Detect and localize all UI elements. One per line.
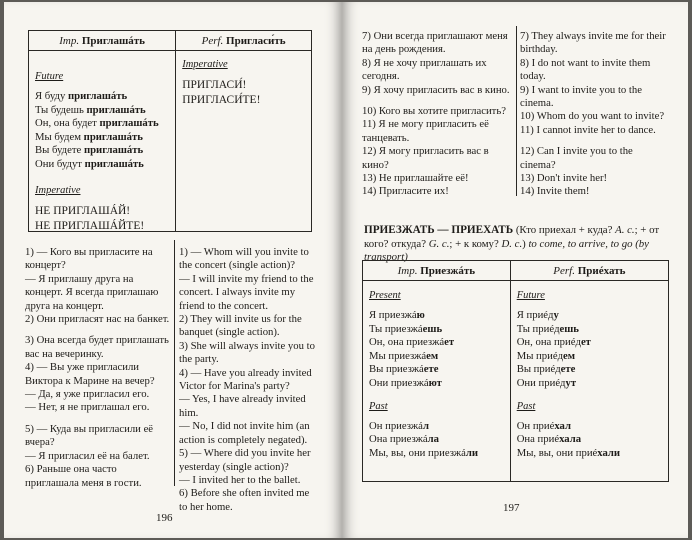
stem: Мы, вы, они приезжá xyxy=(369,446,466,459)
past-forms xyxy=(369,420,504,461)
aspect-label: Imp. xyxy=(397,265,418,277)
perfective-header xyxy=(511,261,668,281)
conjugation-line xyxy=(517,447,662,461)
example-line: 11) I cannot invite her to dance. xyxy=(520,123,656,136)
example-line: — No, I did not invite him (an action is completely negated). xyxy=(179,420,310,446)
russian-examples xyxy=(362,30,512,199)
ending: у xyxy=(553,309,559,321)
example-line: 9) Я хочу пригласить вас в кино. xyxy=(362,83,510,96)
future-forms xyxy=(517,309,662,391)
stem: Я буду xyxy=(35,90,68,102)
russian-examples xyxy=(25,246,170,490)
imperative-forms xyxy=(182,78,305,108)
conjugation-line xyxy=(517,323,662,337)
english-translations xyxy=(179,246,320,514)
conjugation-line xyxy=(35,104,169,118)
right-page xyxy=(342,2,688,538)
stem: Они приезжá xyxy=(369,376,429,389)
example-line: 12) Я могу пригласить вас в кино? xyxy=(362,145,489,171)
example-line: — I invited her to the ballet. xyxy=(179,473,301,486)
ending: ете xyxy=(560,363,576,376)
ending: ут xyxy=(565,376,577,389)
stem: Я приезжá xyxy=(369,309,417,321)
stem: Мы приезжá xyxy=(369,349,427,362)
verb-infinitive: Приглашáть xyxy=(81,35,145,47)
imperfective-header xyxy=(29,31,175,51)
stem: Они будут xyxy=(35,157,85,170)
stem: Мы приéд xyxy=(516,349,564,362)
present-forms xyxy=(369,309,504,391)
verb-pair-heading xyxy=(364,224,670,265)
conjugation-line xyxy=(517,363,662,377)
ending: ешь xyxy=(559,322,579,335)
case-label: G. c. xyxy=(428,237,450,250)
future-label: Future xyxy=(516,290,545,301)
ending: ем xyxy=(426,349,439,362)
page-number: 196 xyxy=(156,512,173,524)
example-line: — Yes, I have already invited him. xyxy=(179,393,306,419)
stem: Вы приезжá xyxy=(369,363,424,376)
stem: Она приезжá xyxy=(369,433,428,446)
ending: приглашáть xyxy=(86,103,146,116)
case-label: D. c. xyxy=(501,237,523,250)
page-number: 197 xyxy=(503,502,520,514)
conjugation-line xyxy=(517,350,662,364)
example-line: 10) Кого вы хотите пригласить? xyxy=(362,105,506,118)
conjugation-line xyxy=(517,377,662,391)
perfective-column xyxy=(175,31,311,231)
conjugation-line xyxy=(517,433,662,447)
conjugation-line xyxy=(369,377,504,391)
conjugation-line xyxy=(369,309,504,323)
stem: Он, она приезжá xyxy=(369,336,445,349)
imperfective-column xyxy=(363,261,510,481)
stem: Он приé xyxy=(516,419,555,432)
example-line: 1) — Whom will you invite to the concert (single action)? xyxy=(179,246,309,272)
example-line: — Нет, я не приглашал его. xyxy=(25,401,150,414)
ending: ет xyxy=(580,336,591,349)
stem: Вы приéд xyxy=(516,363,561,376)
imperative-forms xyxy=(35,204,169,234)
aspect-label: Perf. xyxy=(553,265,575,277)
ending: хали xyxy=(597,446,621,459)
priglashat-conjugation-table xyxy=(28,30,312,232)
example-line: 7) Они всегда приглашают меня на день рождения. xyxy=(362,30,508,56)
example-line: 13) Don't invite her! xyxy=(520,172,608,185)
example-line: 8) I do not want to invite them today. xyxy=(520,56,651,83)
column-divider xyxy=(516,26,517,196)
form-line: НЕ ПРИГЛАШÁЙТЕ! xyxy=(35,219,145,232)
past-forms xyxy=(517,420,662,461)
example-line: 3) She will always invite you to the party. xyxy=(179,339,315,366)
example-line: — Я пригласил её на балет. xyxy=(25,449,150,462)
future-forms xyxy=(35,90,169,172)
example-line: 12) Can I invite you to the cinema? xyxy=(520,145,633,171)
conjugation-line xyxy=(369,447,504,461)
imperfective-header xyxy=(363,261,510,281)
example-line: 4) — Вы уже пригласили Виктора к Марине на вечер? xyxy=(25,361,155,387)
present-label: Present xyxy=(369,290,401,301)
paragraph-gap xyxy=(25,415,170,423)
case-label: A. c. xyxy=(615,224,635,236)
conjugation-line xyxy=(369,350,504,364)
example-line: 2) They will invite us for the banquet (single action). xyxy=(179,313,302,339)
left-page xyxy=(4,2,342,538)
ending: приглашáть xyxy=(83,130,143,143)
example-line: 5) — Where did you invite her yesterday (single action)? xyxy=(179,447,311,473)
stem: Она приé xyxy=(516,433,560,446)
stem: Он, она будет xyxy=(35,117,100,130)
example-line: 14) Invite them! xyxy=(520,185,590,198)
ending: ете xyxy=(423,363,439,376)
conjugation-line xyxy=(517,336,662,350)
ending: л xyxy=(422,419,429,432)
example-line: 2) Они пригласят нас на банкет. xyxy=(25,313,170,326)
form-line: НЕ ПРИГЛАШÁЙ! xyxy=(35,204,131,217)
verb-infinitive: Приезжáть xyxy=(420,265,476,277)
stem: Я приéд xyxy=(516,309,554,321)
conjugation-line xyxy=(369,433,504,447)
example-line: — Я приглашу друга на концерт. Я всегда приглашаю друга на концерт. xyxy=(25,272,159,312)
example-line: 4) — Have you already invited Victor for Marina's party? xyxy=(179,366,312,393)
stem: Ты будешь xyxy=(35,103,87,116)
ending: приглашáть xyxy=(99,117,159,130)
heading-text: ) xyxy=(522,237,529,250)
ending: хал xyxy=(554,419,571,432)
verb-infinitive: Пригласи́ть xyxy=(226,35,286,47)
example-line: 14) Пригласите их! xyxy=(362,185,449,198)
example-line: 7) They always invite me for their birthday. xyxy=(520,30,666,56)
heading-text: (Кто приехал + куда? xyxy=(513,224,616,236)
priezzhat-conjugation-table xyxy=(362,260,669,482)
conjugation-line xyxy=(35,117,169,131)
example-line: 10) Whom do you want to invite? xyxy=(520,110,665,123)
paragraph-gap xyxy=(520,137,670,145)
english-translations xyxy=(520,30,670,199)
paragraph-gap xyxy=(362,97,512,105)
heading-verbs: ПРИЕЗЖАТЬ — ПРИЕХАТЬ xyxy=(364,224,514,236)
stem: Вы будете xyxy=(35,144,84,157)
ending: приглашáть xyxy=(83,144,144,157)
stem: Они приéд xyxy=(516,376,566,389)
ending: приглашáть xyxy=(67,90,128,102)
heading-text: ; + от кого? откуда? xyxy=(364,224,660,250)
past-label: Past xyxy=(369,400,388,412)
stem: Он приезжá xyxy=(369,419,423,432)
example-line: 3) Она всегда будет приглашать вас на вечеринку. xyxy=(25,334,169,360)
form-line: ПРИГЛАСИ́ТЕ! xyxy=(182,94,261,106)
ending: ют xyxy=(428,376,442,389)
conjugation-line xyxy=(369,420,504,434)
conjugation-line xyxy=(35,90,169,104)
stem: Он, она приéд xyxy=(516,336,581,349)
conjugation-line xyxy=(517,420,662,434)
conjugation-line xyxy=(369,363,504,377)
verb-meaning: to come, to arrive, to go (by transport) xyxy=(364,237,649,263)
example-line: 5) — Куда вы пригласили её вчера? xyxy=(25,422,154,449)
book-spread xyxy=(4,2,688,538)
example-line: 8) Я не хочу приглашать их сегодня. xyxy=(362,56,487,83)
example-line: 9) I want to invite you to the cinema. xyxy=(520,83,642,110)
imperative-label: Imperative xyxy=(35,184,81,196)
imperfective-column xyxy=(29,31,175,231)
conjugation-line xyxy=(517,309,662,323)
conjugation-line xyxy=(369,323,504,337)
past-label: Past xyxy=(516,400,536,412)
ending: ли xyxy=(465,446,479,459)
imperative-label: Imperative xyxy=(182,59,228,70)
example-line: 11) Я не могу пригласить её танцевать. xyxy=(362,118,489,144)
ending: приглашáть xyxy=(84,157,144,170)
aspect-label: Perf. xyxy=(201,35,224,47)
example-line: — Да, я уже пригласил его. xyxy=(25,388,150,401)
perfective-column xyxy=(510,261,668,481)
ending: ешь xyxy=(422,322,443,335)
column-divider xyxy=(174,240,175,486)
paragraph-gap xyxy=(25,326,170,334)
stem: Ты приезжá xyxy=(369,322,423,335)
ending: ем xyxy=(563,349,576,362)
perfective-header xyxy=(176,31,311,51)
example-line: 1) — Кого вы пригласите на концерт? xyxy=(25,246,153,272)
form-line: ПРИГЛАСИ́! xyxy=(182,79,247,91)
ending: хала xyxy=(559,433,582,446)
aspect-label: Imp. xyxy=(59,35,80,47)
stem: Ты приéд xyxy=(516,322,560,335)
ending: ю xyxy=(416,309,425,321)
ending: ет xyxy=(444,336,455,349)
conjugation-line xyxy=(35,158,169,172)
future-label: Future xyxy=(35,71,64,82)
example-line: 6) Before she often invited me to her home. xyxy=(179,487,310,513)
stem: Мы, вы, они приé xyxy=(516,446,598,459)
example-line: 6) Раньше она часто приглашала меня в гости. xyxy=(25,463,142,489)
example-line: 13) Не приглашайте её! xyxy=(362,172,469,185)
heading-text: ; + к кому? xyxy=(449,237,502,250)
conjugation-line xyxy=(35,144,169,158)
conjugation-line xyxy=(35,131,169,145)
ending: ла xyxy=(427,433,440,446)
example-line: — I will invite my friend to the concert. I always invite my friend to the concert. xyxy=(179,272,314,312)
verb-infinitive: Приéхать xyxy=(577,265,626,277)
stem: Мы будем xyxy=(35,130,84,143)
conjugation-line xyxy=(369,336,504,350)
